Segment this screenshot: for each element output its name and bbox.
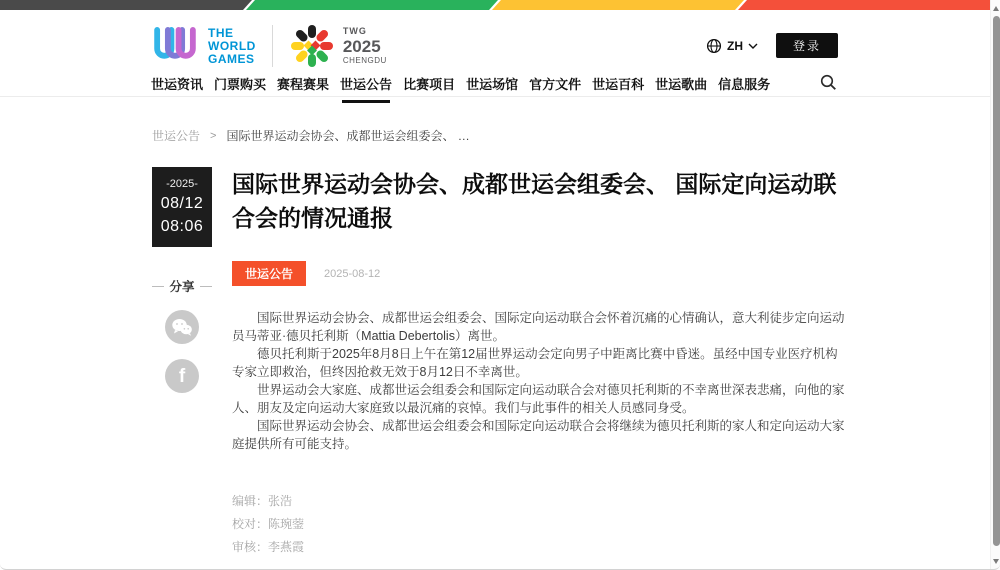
nav-item-encyclopedia[interactable]: 世运百科 xyxy=(592,77,645,92)
facebook-icon: f xyxy=(178,365,186,387)
logo-separator xyxy=(272,25,273,67)
share-dash-right xyxy=(200,286,212,287)
site-header xyxy=(0,10,1000,72)
scrollbar[interactable] xyxy=(990,0,1000,570)
wechat-icon xyxy=(171,318,193,336)
breadcrumb-current: 国际世界运动会协会、成都世运会组委会、 … xyxy=(226,129,470,143)
article-title: 国际世界运动会协会、成都世运会组委会、 国际定向运动联合会的情况通报 xyxy=(232,171,837,231)
header-controls xyxy=(706,33,838,58)
article-header xyxy=(152,167,1000,247)
paragraph: 世界运动会大家庭、成都世运会组委会和国际定向运动联合会对德贝托利斯的不幸离世深表悲痛，向他的家人、朋友及定向运动大家庭致以最沉痛的哀悼。我们与此事件的相关人员感同身受。 xyxy=(232,383,845,415)
nav-item-news[interactable]: 世运资讯 xyxy=(151,77,204,92)
date-time: 08:06 xyxy=(160,218,204,235)
article-content-column xyxy=(232,261,846,559)
article-paragraphs xyxy=(232,309,846,453)
nav-item-songs[interactable]: 世运歌曲 xyxy=(655,77,708,92)
nav-item-sports[interactable]: 比赛项目 xyxy=(403,77,456,92)
search-button[interactable] xyxy=(820,74,837,94)
nav-item-venues[interactable]: 世运场馆 xyxy=(466,77,519,92)
twg-2025-emblem-icon xyxy=(289,23,335,69)
wg-line-the: THE xyxy=(208,25,234,40)
paragraph: 国际世界运动会协会、成都世运会组委会、国际定向运动联合会怀着沉痛的心情确认，意大利徒步定向运动员马蒂亚·德贝托利斯（Mattia Debertolis）离世。 xyxy=(232,311,845,343)
article-date-block xyxy=(152,167,212,247)
breadcrumb-root[interactable]: 世运公告 xyxy=(152,129,201,143)
article-meta xyxy=(232,261,846,286)
login-button[interactable]: 登录 xyxy=(776,33,838,58)
search-icon xyxy=(820,74,837,91)
nav-item-tickets[interactable]: 门票购买 xyxy=(214,77,267,92)
date-monthday: 08/12 xyxy=(160,195,204,212)
nav-item-information[interactable]: 信息服务 xyxy=(718,77,771,92)
nav-item-announcements[interactable]: 世运公告 xyxy=(339,72,393,103)
nav-item-official-documents[interactable]: 官方文件 xyxy=(529,77,582,92)
twg-line-chengdu: CHENGDU xyxy=(342,56,387,65)
article-body xyxy=(152,261,1000,559)
credit-editor: 编辑：张浩 xyxy=(232,494,293,508)
paragraph: 国际世界运动会协会、成都世运会组委会和国际定向运动联合会将继续为德贝托利斯的家人和定向运动大家庭提供所有可能支持。 xyxy=(232,419,845,451)
breadcrumb xyxy=(152,127,1000,144)
twg-wordmark xyxy=(343,27,387,65)
publish-date: 2025-08-12 xyxy=(324,267,381,280)
wg-line-games: GAMES xyxy=(208,51,255,66)
paragraph: 德贝托利斯于2025年8月8日上午在第12届世界运动会定向男子中距离比赛中昏迷。虽经中国专业医疗机构专家立即救治，但终因抢救无效于8月12日不幸离世。 xyxy=(232,347,838,379)
chevron-down-icon xyxy=(748,43,758,49)
topbar-segment-yellow xyxy=(492,0,744,10)
breadcrumb-separator: > xyxy=(210,129,217,142)
topbar-segment-green xyxy=(246,0,498,10)
nav-item-schedule-results[interactable]: 赛程赛果 xyxy=(277,77,330,92)
credit-proofreader: 校对：陈琬蓥 xyxy=(232,517,305,531)
topbar-segment-gray xyxy=(0,0,252,10)
share-dash-left xyxy=(152,286,164,287)
top-accent-bar xyxy=(0,0,1000,10)
credit-reviewer: 审核：李燕霞 xyxy=(232,540,305,554)
category-tag[interactable]: 世运公告 xyxy=(232,261,306,286)
language-selector[interactable] xyxy=(706,38,758,54)
share-facebook-button[interactable] xyxy=(165,359,199,393)
twg-line-2025: 2025 xyxy=(342,37,381,56)
topbar-segment-red xyxy=(738,0,1000,10)
share-column xyxy=(152,261,212,559)
date-year: -2025- xyxy=(166,178,198,190)
share-wechat-button[interactable] xyxy=(165,310,199,344)
wg-line-world: WORLD xyxy=(208,38,256,53)
main-navigation xyxy=(0,72,1000,97)
scroll-up-arrow-icon[interactable] xyxy=(993,6,999,11)
share-label xyxy=(152,277,212,295)
world-games-w-logo-icon xyxy=(150,24,200,68)
logo-area[interactable] xyxy=(150,23,1000,69)
share-label-text: 分享 xyxy=(169,280,195,294)
world-games-wordmark xyxy=(208,27,256,66)
article-credits xyxy=(232,490,846,559)
scrollbar-thumb[interactable] xyxy=(993,16,1000,546)
globe-icon xyxy=(706,38,722,54)
language-code: ZH xyxy=(727,38,743,53)
scroll-down-arrow-icon[interactable] xyxy=(993,559,999,564)
twg-line-twg: TWG xyxy=(342,26,367,36)
